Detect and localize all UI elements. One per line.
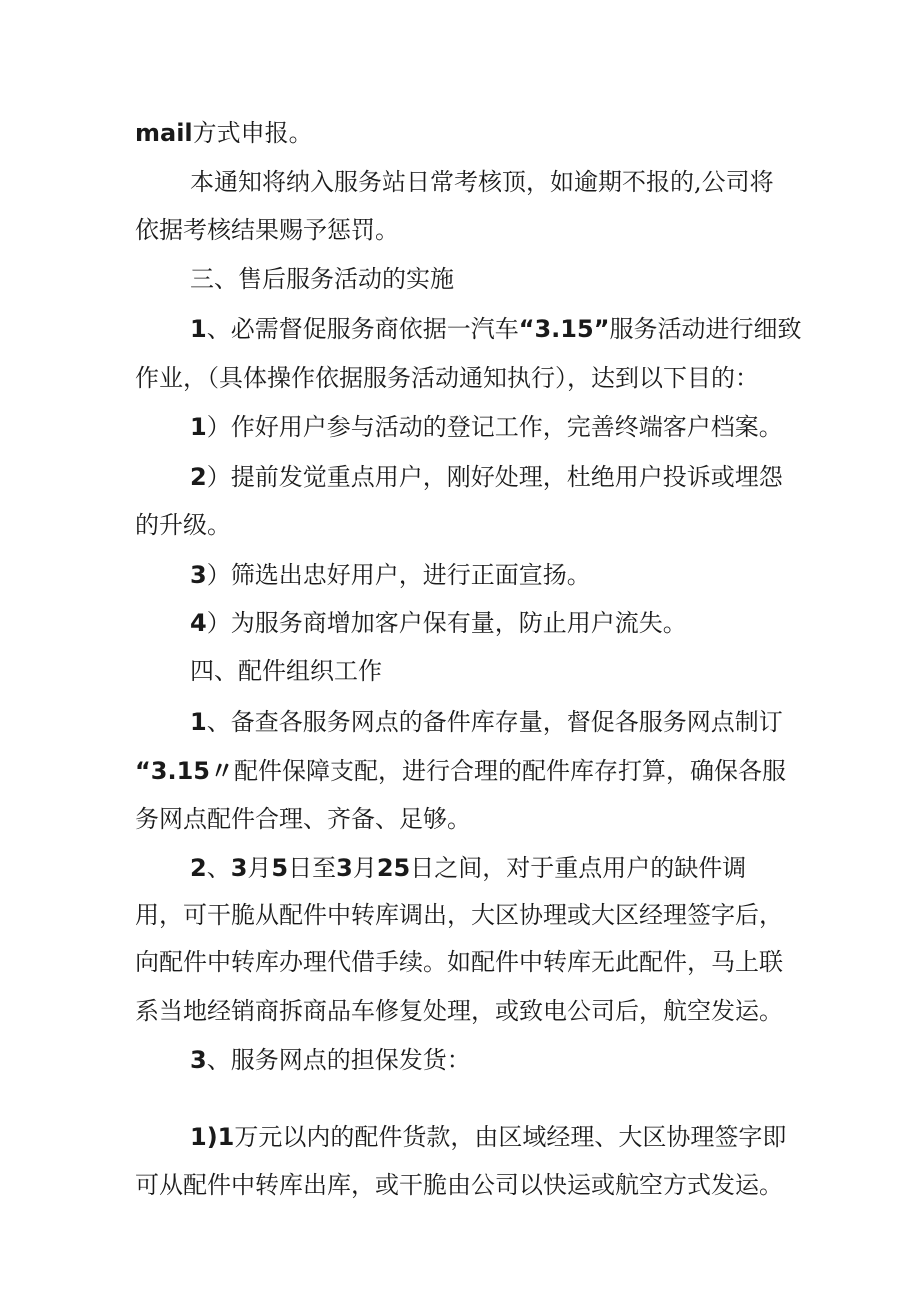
list-item	[190, 608, 687, 638]
paragraph-line	[190, 1045, 471, 1075]
text-run: 四、配件组织工作	[190, 657, 382, 685]
text-run: 可从配件中转库出库，或干脆由公司以快运或航空方式发运。	[135, 1171, 783, 1199]
text-run: 、服务网点的担保发货：	[206, 1046, 471, 1074]
text-run-latin: 1)1	[190, 1123, 235, 1151]
text-run-latin: 3	[190, 561, 207, 589]
text-run-latin: 3	[190, 1046, 207, 1074]
text-run-latin: 2	[190, 854, 207, 882]
text-run: 、备查各服务网点的备件库存量，督促各服务网点制订	[206, 708, 783, 736]
text-run-latin: 3	[230, 854, 248, 882]
text-run: ）提前发觉重点用户，刚好处理，杜绝用户投诉或埋怨	[206, 463, 783, 491]
list-item	[190, 462, 783, 492]
text-run-latin: 1	[190, 413, 207, 441]
paragraph-line	[135, 363, 759, 393]
paragraph-line	[135, 1170, 783, 1200]
text-run-latin: 5	[271, 854, 289, 882]
text-run: 、	[206, 854, 231, 882]
paragraph-line	[190, 314, 801, 344]
text-run-latin: 4	[190, 609, 207, 637]
text-run: 日至	[288, 854, 337, 882]
list-item	[190, 1122, 786, 1152]
list-item	[190, 560, 591, 590]
text-run: 万元以内的配件货款，由区域经理、大区协理签字即	[234, 1123, 787, 1151]
text-run-latin: “3.15〃	[135, 757, 234, 785]
paragraph-line	[135, 900, 783, 930]
text-run: ）作好用户参与活动的登记工作，完善终端客户档案。	[206, 413, 783, 441]
text-run: ）为服务商增加客户保有量，防止用户流失。	[206, 609, 687, 637]
text-run: 务网点配件合理、齐备、足够。	[135, 805, 471, 833]
text-run: 向配件中转库办理代借手续。如配件中转库无此配件，马上联	[135, 948, 783, 976]
paragraph-line	[190, 707, 783, 737]
paragraph-line	[135, 804, 471, 834]
paragraph-line	[135, 215, 399, 245]
text-run: 作业，（具体操作依据服务活动通知执行），达到以下目的：	[135, 364, 759, 392]
text-run: 服务活动进行细致	[609, 315, 802, 343]
paragraph-line	[135, 756, 786, 786]
paragraph-line	[190, 167, 774, 197]
paragraph-line	[135, 510, 231, 540]
section-heading	[190, 264, 454, 294]
text-run: 配件保障支配，进行合理的配件库存打算，确保各服	[234, 757, 786, 785]
text-run: 用，可干脆从配件中转库调出，大区协理或大区经理签字后，	[135, 901, 783, 929]
paragraph-line	[135, 118, 313, 148]
text-run-latin: 1	[190, 708, 207, 736]
text-run-latin: 1	[190, 315, 207, 343]
paragraph-line	[190, 853, 746, 883]
text-run: 系当地经销商拆商品车修复处理，或致电公司后，航空发运。	[135, 997, 783, 1025]
text-run: 日之间，对于重点用户的缺件调	[410, 854, 747, 882]
text-run: 三、售后服务活动的实施	[190, 265, 454, 293]
text-run-latin: “3.15”	[518, 315, 610, 343]
text-run: 本通知将纳入服务站日常考核顶，如逾期不报的,公司将	[190, 168, 774, 196]
text-run: 依据考核结果赐予惩罚。	[135, 216, 399, 244]
paragraph-line	[135, 996, 783, 1026]
section-heading	[190, 656, 382, 686]
text-run: ）筛选出忠好用户，进行正面宣扬。	[206, 561, 591, 589]
text-run-latin: mail	[135, 119, 193, 147]
list-item	[190, 412, 783, 442]
text-run: 月	[352, 854, 377, 882]
text-run: 的升级。	[135, 511, 231, 539]
text-run: 月	[247, 854, 272, 882]
text-run-latin: 2	[190, 463, 207, 491]
text-run-latin: 25	[376, 854, 411, 882]
paragraph-line	[135, 947, 783, 977]
text-run-latin: 3	[336, 854, 353, 882]
text-run: 方式申报。	[192, 119, 313, 147]
text-run: 、必需督促服务商依据一汽车	[206, 315, 519, 343]
